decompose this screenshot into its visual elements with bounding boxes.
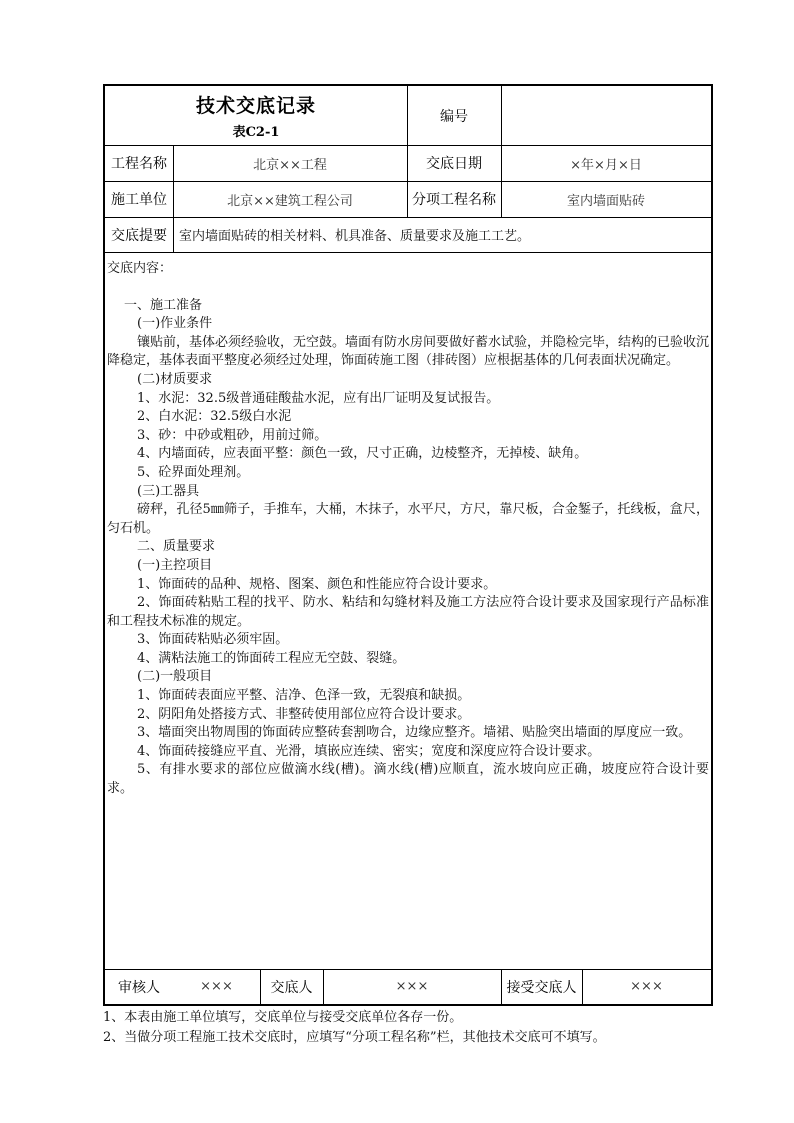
- form-code: 表C2-1: [232, 124, 280, 140]
- summary-value[interactable]: 室内墙面贴砖的相关材料、机具准备、质量要求及施工工艺。: [179, 229, 531, 244]
- presenter-value[interactable]: ×××: [395, 979, 429, 994]
- subitem-name-value[interactable]: 室内墙面贴砖: [566, 193, 645, 209]
- content-line: 5、砼界面处理剂。: [137, 464, 250, 480]
- content-line: 4、内墙面砖，应表面平整：颜色一致，尺寸正确，边棱整齐，无掉棱、缺角。: [137, 446, 588, 462]
- content-line: 2、白水泥：32.5级白水泥: [137, 409, 292, 425]
- content-line: 一、施工准备: [124, 297, 203, 313]
- construction-unit-value[interactable]: 北京××建筑工程公司: [227, 193, 353, 209]
- project-name-value[interactable]: 北京××工程: [253, 157, 327, 173]
- reviewer-label: 审核人: [118, 979, 160, 996]
- content-line: 二、质量要求: [137, 539, 216, 555]
- content-line: 1、水泥：32.5级普通硅酸盐水泥，应有出厂证明及复试报告。: [137, 390, 500, 406]
- form-title-cell: [105, 88, 407, 120]
- content-heading: 交底内容：: [107, 261, 173, 276]
- form-notes: [103, 1008, 723, 1048]
- content-line: 3、墙面突出物周围的饰面砖应整砖套割吻合，边缘应整齐。墙裙、贴脸突出墙面的厚度应一致。: [137, 725, 692, 741]
- note-line: 2、当做分项工程施工技术交底时，应填写“分项工程名称”栏，其他技术交底可不填写。: [103, 1030, 606, 1045]
- form-title: 技术交底记录: [195, 94, 316, 117]
- content-line: 3、砂：中砂或粗砂，用前过筛。: [137, 427, 328, 443]
- receiver-value[interactable]: ×××: [630, 979, 663, 994]
- technical-briefing-form: [103, 84, 713, 1006]
- content-line: 2、饰面砖粘贴工程的找平、防水、粘结和勾缝材料及施工方法应符合设计要求及国家现行产品标准和工程技术标准的规定。: [107, 595, 709, 629]
- content-line: (一)主控项目: [137, 557, 213, 573]
- content-line: 镶贴前，基体必须经验收，无空鼓。墙面有防水房间要做好蓄水试验，并隐检完毕，结构的已验收沉降稳定，基体表面平整度必须经过处理，饰面砖施工图（排砖图）应根据基体的几何表面状况确定。: [107, 334, 710, 369]
- content-line: 磅秤，孔径5㎜筛子，手推车，大桶，木抹子，水平尺，方尺，靠尺板，合金錾子，托线板，盒尺，匀石机。: [107, 502, 709, 536]
- content-line: (三)工器具: [137, 483, 200, 499]
- subitem-name-label: 分项工程名称: [412, 192, 496, 208]
- note-line: 1、本表由施工单位填写，交底单位与接受交底单位各存一份。: [103, 1010, 463, 1025]
- content-line: 3、饰面砖粘贴必须牢固。: [137, 632, 289, 648]
- briefing-content: [105, 254, 711, 799]
- content-line: 4、满粘法施工的饰面砖工程应无空鼓、裂缝。: [137, 650, 406, 666]
- content-line: (二)材质要求: [137, 371, 213, 387]
- summary-label: 交底提要: [111, 227, 167, 244]
- project-name-label: 工程名称: [111, 156, 167, 172]
- receiver-label: 接受交底人: [506, 979, 577, 996]
- briefing-date-label: 交底日期: [426, 156, 482, 172]
- presenter-label: 交底人: [270, 979, 313, 996]
- reviewer-value[interactable]: ×××: [200, 979, 233, 994]
- content-line: (二)一般项目: [137, 669, 213, 685]
- content-line: 5、有排水要求的部位应做滴水线(槽)。滴水线(槽)应顺直，流水坡向应正确，坡度应符合设计要求。: [107, 762, 709, 797]
- content-line: 1、饰面砖的品种、规格、图案、颜色和性能应符合设计要求。: [137, 576, 497, 592]
- number-field[interactable]: [501, 86, 711, 145]
- briefing-date-value[interactable]: ×年×月×日: [570, 157, 642, 173]
- form-code-cell: [105, 118, 407, 142]
- content-line: 4、饰面砖接缝应平直、光滑，填嵌应连续、密实；宽度和深度应符合设计要求。: [137, 743, 601, 759]
- content-line: 2、阴阳角处搭接方式、非整砖使用部位应符合设计要求。: [137, 706, 471, 722]
- row-divider: [105, 252, 711, 253]
- content-line: (一)作业条件: [137, 316, 213, 332]
- content-line: 1、饰面砖表面应平整、洁净、色泽一致，无裂痕和缺损。: [137, 688, 471, 704]
- number-label: 编号: [440, 108, 468, 125]
- construction-unit-label: 施工单位: [111, 192, 167, 208]
